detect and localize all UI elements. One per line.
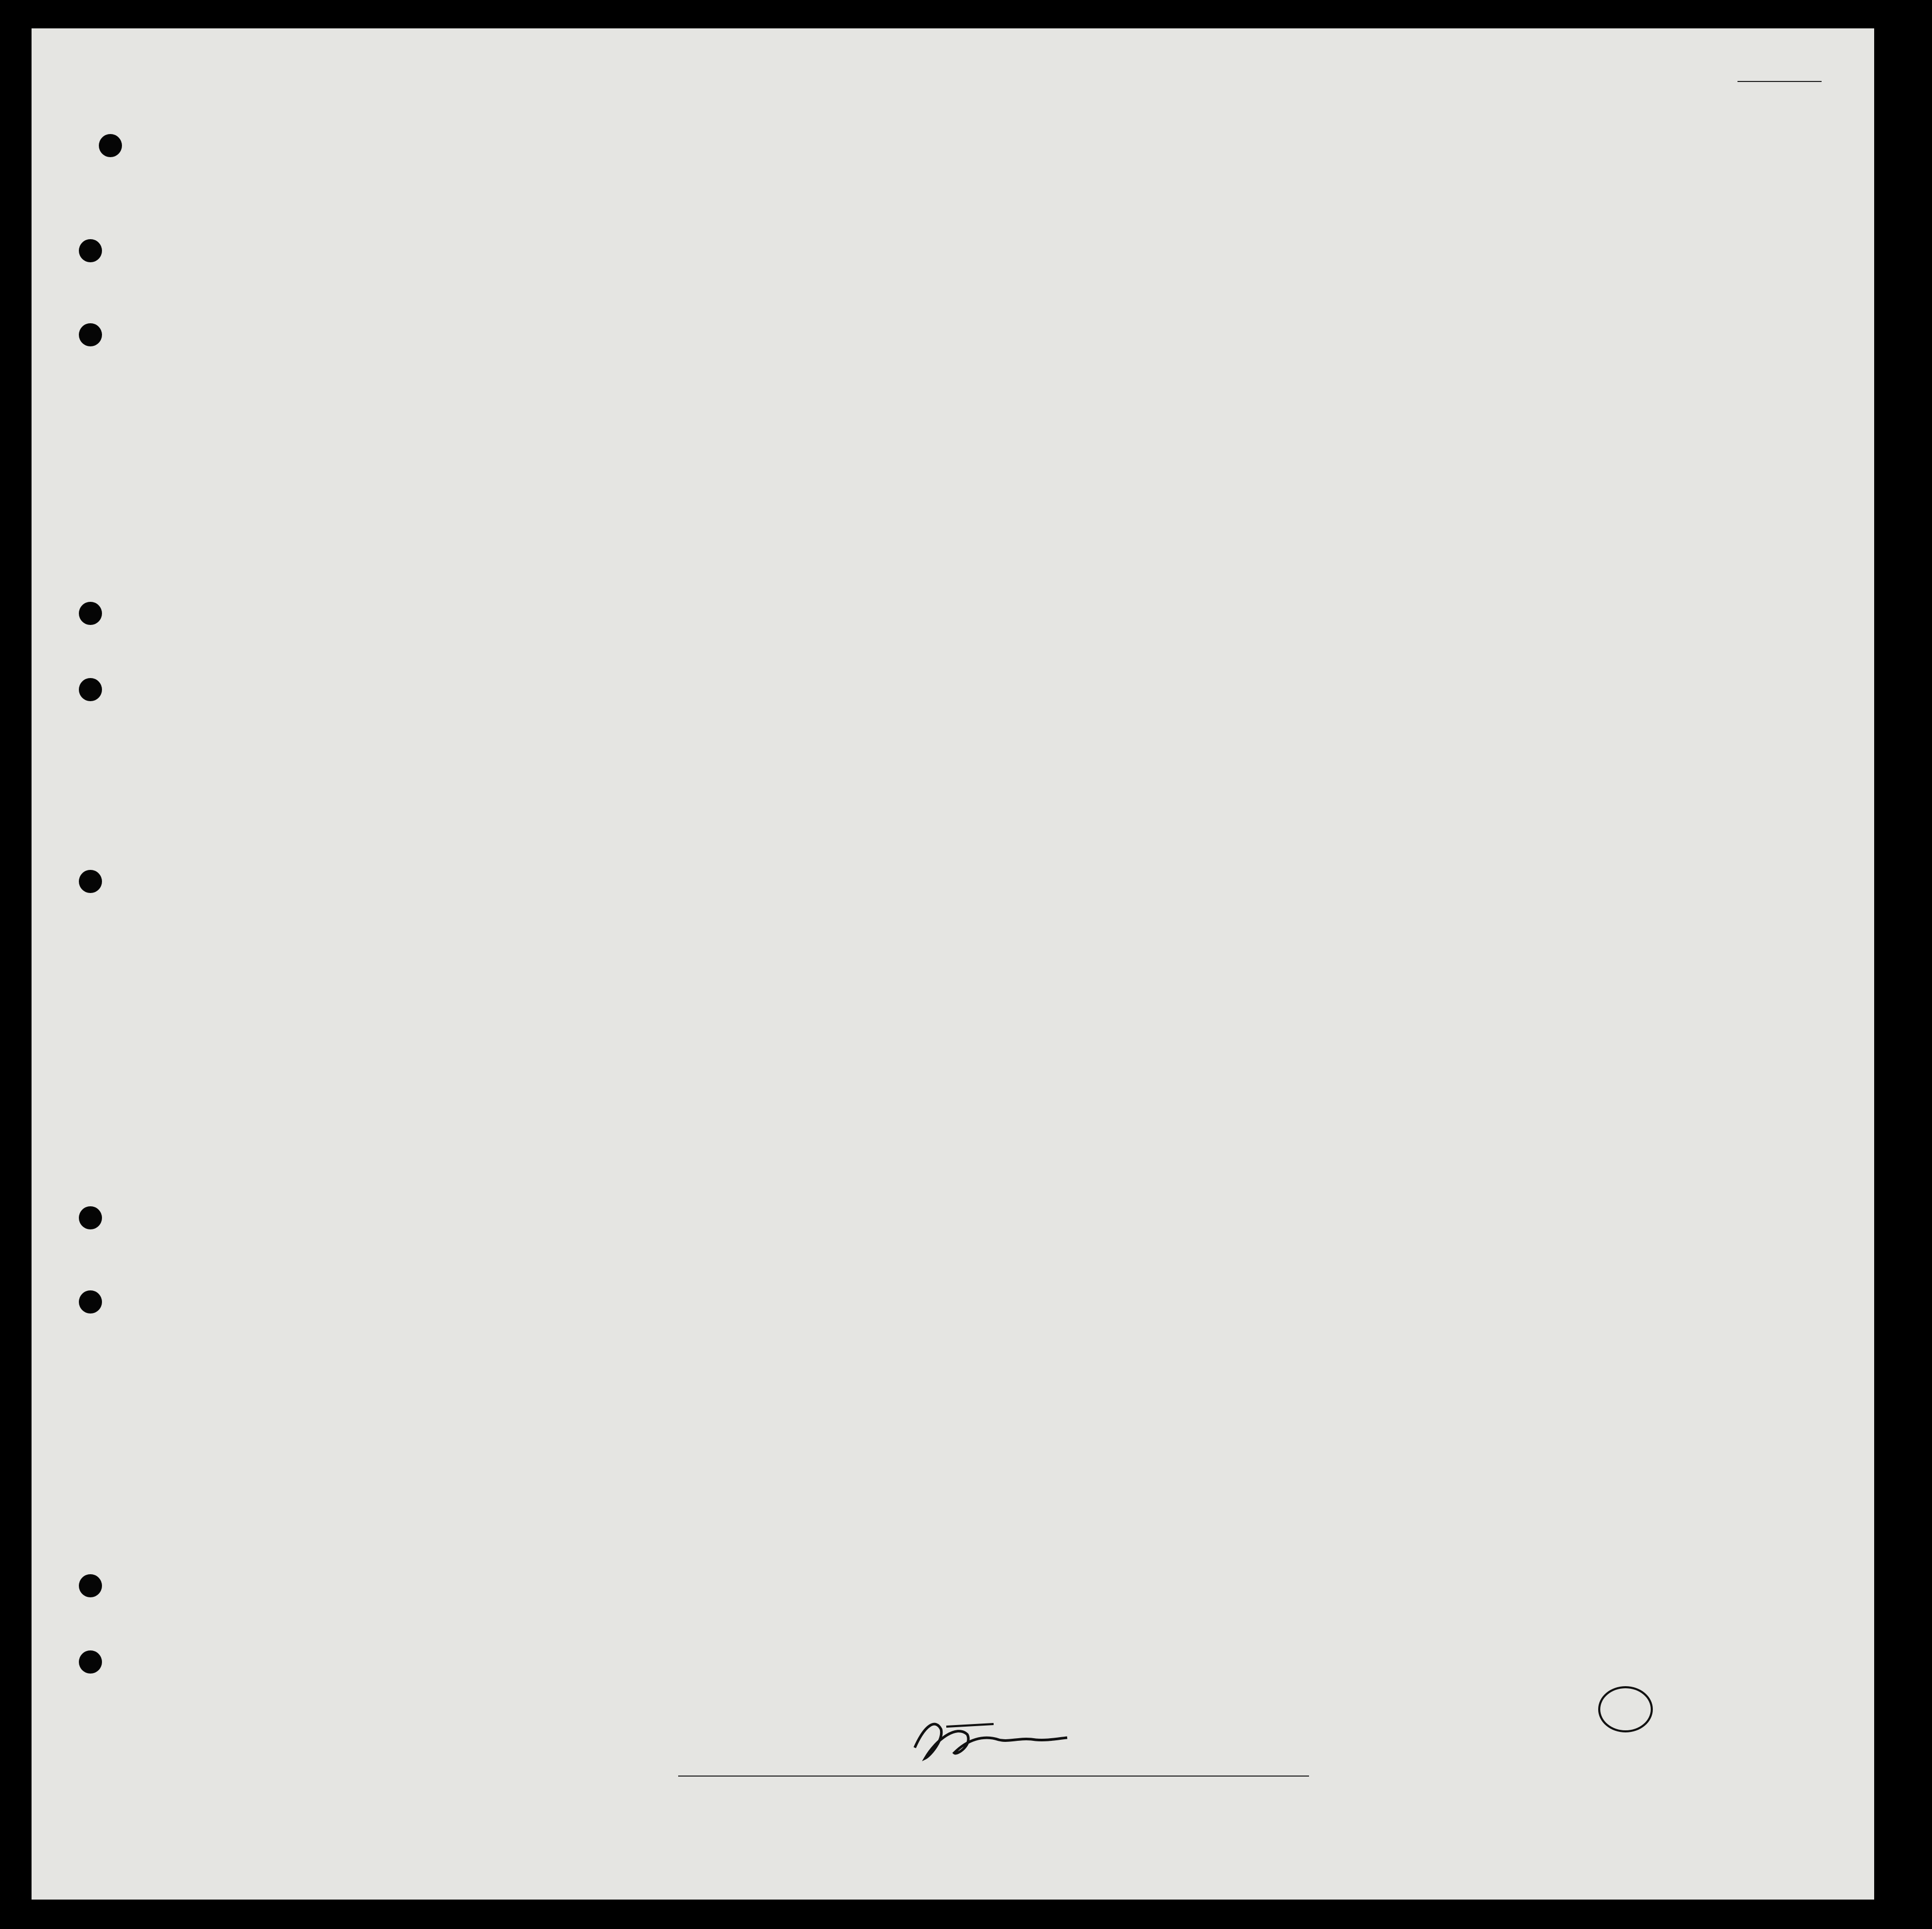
inspector-signature [894, 1708, 1115, 1771]
inspector-line [678, 1776, 1309, 1777]
total-count [1598, 1686, 1653, 1732]
